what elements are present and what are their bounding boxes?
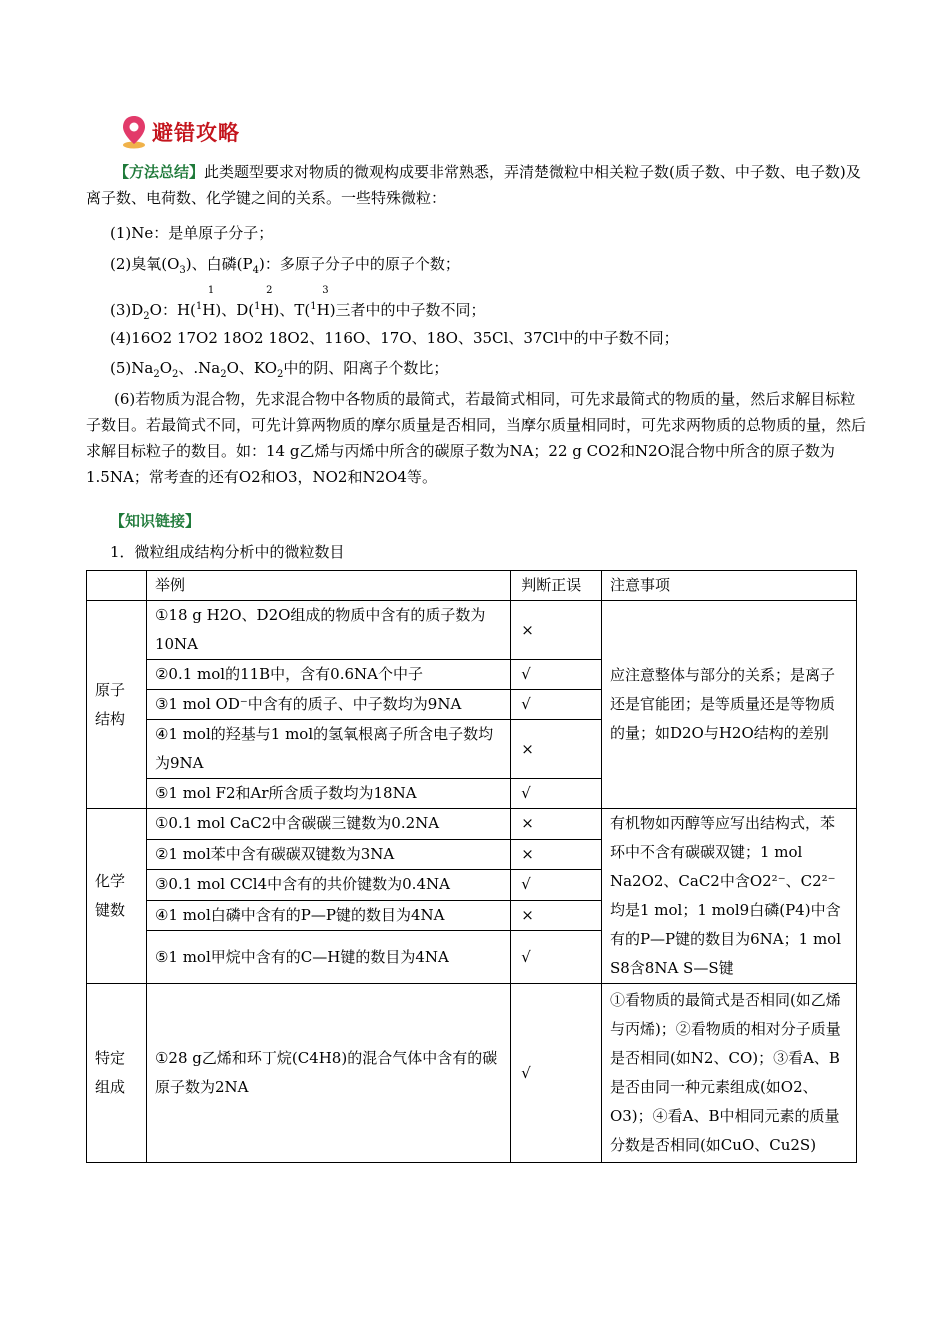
example-cell: ①18 g H2O、D2O组成的物质中含有的质子数为10NA xyxy=(146,601,510,660)
example-cell: ⑤1 mol F2和Ar所含质子数均为18NA xyxy=(146,779,510,809)
table-header-cell: 举例 xyxy=(146,571,510,601)
example-cell: ③0.1 mol CCl4中含有的共价键数为0.4NA xyxy=(146,870,510,901)
judge-cell: × xyxy=(511,720,602,779)
table-header-cell: 判断正误 xyxy=(511,571,602,601)
method-summary-text: 此类题型要求对物质的微观构成要非常熟悉，弄清楚微粒中相关粒子数(质子数、中子数、电子数)及离子数、电荷数、化学键之间的关系。一些特殊微粒： xyxy=(86,163,861,207)
location-pin-icon xyxy=(120,114,148,150)
table-row xyxy=(87,601,857,660)
judge-cell: √ xyxy=(511,779,602,809)
table-row xyxy=(87,984,857,1163)
particle-count-table xyxy=(86,570,857,1163)
special-item-6: (6)若物质为混合物，先求混合物中各物质的最简式，若最简式相同，可先求最简式的物质的量，然后求解目标粒子数目。若最简式不同，可先计算两物质的摩尔质量是否相同，当摩尔质量相同时，可先求两物质的总物质的量，然后求解目标粒子的数目。如：14 g乙烯与丙烯中所含的碳原子数为NA；22 g CO2和N2O混合物中所含的原子数为1.5NA；常考查的还有O2和O3，NO2和N2O4等。 xyxy=(86,390,867,486)
table-header-row xyxy=(87,571,857,601)
note-cell: 有机物如丙醇等应写出结构式，苯环中不含有碳碳双键；1 mol Na2O2、CaC2中含O2²⁻、C2²⁻均是1 mol；1 mol9白磷(P4)中含有的P—P键的数目为6NA；1 mol S8含8NA S—S键 xyxy=(601,809,856,984)
note-cell: 应注意整体与部分的关系；是离子还是官能团；是等质量还是等物质的量；如D2O与H2O结构的差别 xyxy=(601,601,856,809)
judge-cell: √ xyxy=(511,690,602,720)
category-cell: 原子结构 xyxy=(87,601,147,809)
example-cell: ①28 g乙烯和环丁烷(C4H8)的混合气体中含有的碳原子数为2NA xyxy=(146,984,510,1163)
note-cell: ①看物质的最简式是否相同(如乙烯与丙烯)；②看物质的相对分子质量是否相同(如N2、CO)；③看A、B是否由同一种元素组成(如O2、O3)；④看A、B中相同元素的质量分数是否相同(如CuO、Cu2S) xyxy=(601,984,856,1163)
example-cell: ②1 mol苯中含有碳碳双键数为3NA xyxy=(146,839,510,870)
example-cell: ⑤1 mol甲烷中含有的C—H键的数目为4NA xyxy=(146,931,510,984)
judge-cell: √ xyxy=(511,984,602,1163)
special-item-3: $(3)D_2O$：H( 1 $^1$H)、D( 2 $^1$H)、T( 3 $^1$H)三者中的中子数不同； xyxy=(110,285,486,322)
example-cell: ②0.1 mol的11B中，含有0.6NA个中子 xyxy=(146,660,510,690)
table-row xyxy=(87,809,857,840)
category-cell: 化学键数 xyxy=(87,809,147,984)
method-summary-label: 【方法总结】 xyxy=(114,163,205,181)
special-item-2: (2)臭氧$(O_3)$、白磷$(P_4)$：多原子分子中的原子个数； xyxy=(110,255,460,276)
category-cell: 特定组成 xyxy=(87,984,147,1163)
judge-cell: × xyxy=(511,839,602,870)
judge-cell: × xyxy=(511,809,602,840)
judge-cell: × xyxy=(511,900,602,931)
example-cell: ④1 mol的羟基与1 mol的氢氧根离子所含电子数均为9NA xyxy=(146,720,510,779)
judge-cell: √ xyxy=(511,931,602,984)
heading-text: 避错攻略 xyxy=(152,121,240,145)
judge-cell: √ xyxy=(511,870,602,901)
special-item-1: (1)Ne：是单原子分子； xyxy=(110,224,274,242)
judge-cell: × xyxy=(511,601,602,660)
special-item-4: (4)16O2 17O2 18O2 18O2、116O、17O、18O、35Cl、37Cl中的中子数不同； xyxy=(110,329,679,347)
example-cell: ①0.1 mol CaC2中含碳碳三键数为0.2NA xyxy=(146,809,510,840)
knowledge-list-title: 1．微粒组成结构分析中的微粒数目 xyxy=(110,543,345,561)
section-heading xyxy=(120,114,240,150)
example-cell: ③1 mol OD⁻中含有的质子、中子数均为9NA xyxy=(146,690,510,720)
knowledge-link-label: 【知识链接】 xyxy=(110,512,201,530)
judge-cell: √ xyxy=(511,660,602,690)
example-cell: ④1 mol白磷中含有的P—P键的数目为4NA xyxy=(146,900,510,931)
table-header-cell: 注意事项 xyxy=(601,571,856,601)
table-header-cell xyxy=(87,571,147,601)
method-summary-paragraph xyxy=(86,159,866,211)
special-item-5: $(5)Na_2O_2$、$.Na_2O$、$KO_2$中的阴、阳离子个数比； xyxy=(110,359,449,380)
